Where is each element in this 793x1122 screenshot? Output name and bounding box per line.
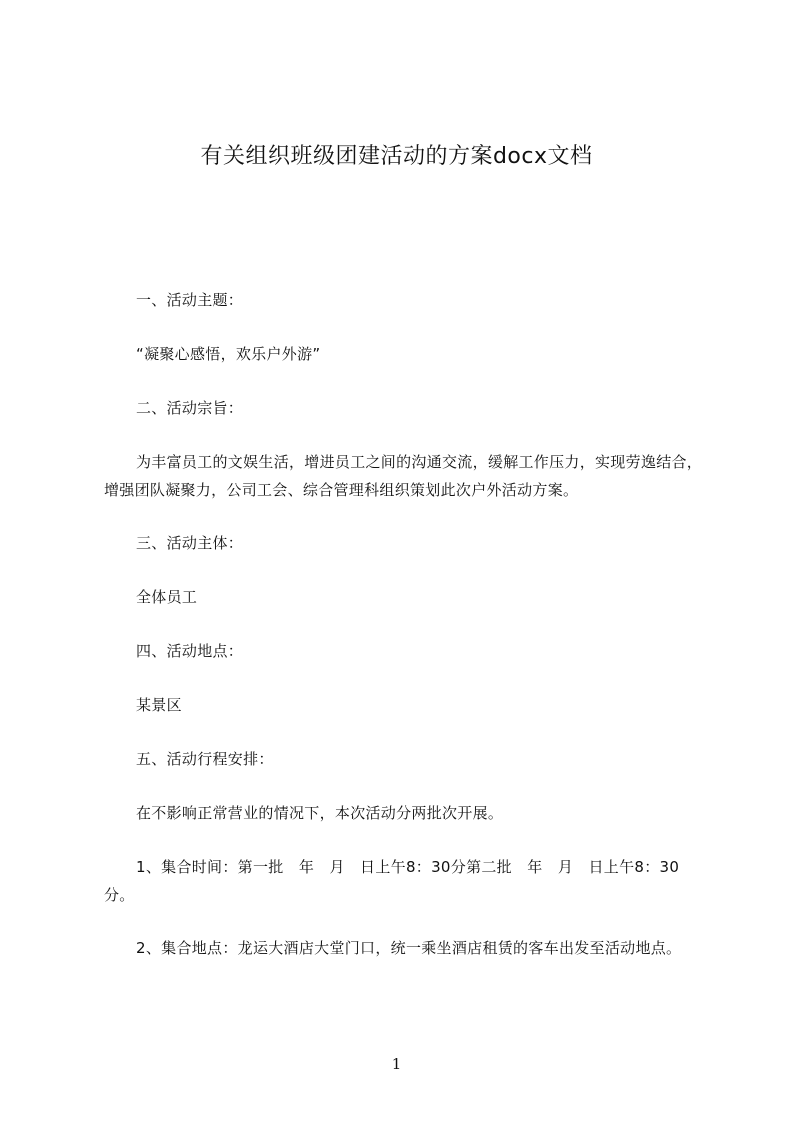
location-text: 某景区: [136, 696, 182, 714]
section-heading-participants: 三、活动主体：: [136, 534, 244, 552]
section-heading-purpose: 二、活动宗旨：: [136, 399, 244, 417]
page-number: 1: [391, 1055, 402, 1073]
assembly-location-text: 2、集合地点：龙运大酒店大堂门口，统一乘坐酒店租赁的客车出发至活动地点。: [136, 939, 682, 957]
schedule-intro-text: 在不影响正常营业的情况下，本次活动分两批次开展。: [136, 804, 504, 822]
theme-text: “凝聚心感悟，欢乐户外游”: [136, 345, 321, 363]
purpose-text: 为丰富员工的文娱生活，增进员工之间的沟通交流，缓解工作压力，实现劳逸结合，增强团队凝聚力，公司工会、综合管理科组织策划此次户外活动方案。: [104, 453, 703, 499]
document-title: 有关组织班级团建活动的方案docx文档: [200, 144, 593, 169]
assembly-time-text: 1、集合时间：第一批 年 月 日上午8：30分第二批 年 月 日上午8：30分。: [104, 858, 680, 904]
section-heading-theme: 一、活动主题：: [136, 291, 244, 309]
section-heading-location: 四、活动地点：: [136, 642, 244, 660]
section-heading-schedule: 五、活动行程安排：: [136, 750, 274, 768]
participants-text: 全体员工: [136, 588, 198, 606]
